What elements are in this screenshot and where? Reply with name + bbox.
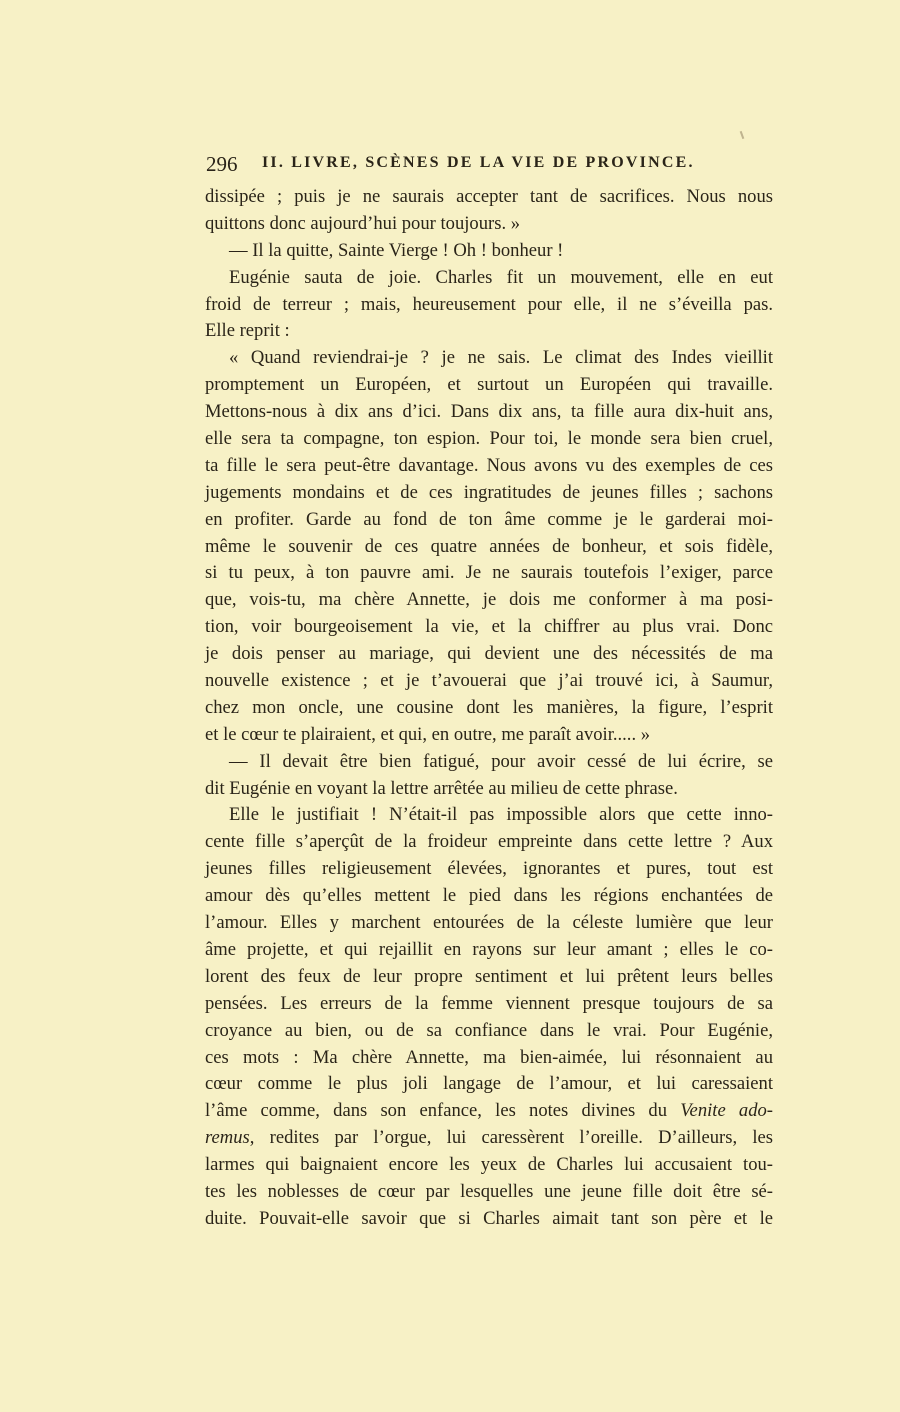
text-line xyxy=(205,1071,773,1098)
line-text: larmes qui baignaient encore les yeux de Charles lui accusaient tou- xyxy=(205,1154,773,1176)
line-text: promptement un Européen, et surtout un Européen qui travaille. xyxy=(205,374,773,396)
line-text: Elle reprit : xyxy=(205,320,290,342)
line-text: cœur comme le plus joli langage de l’amour, et lui caressaient xyxy=(205,1073,773,1095)
text-line xyxy=(205,1179,773,1206)
text-line xyxy=(205,507,773,534)
text-line xyxy=(205,1152,773,1179)
italic-text: remus xyxy=(205,1127,250,1149)
text-line xyxy=(205,749,773,776)
line-text: même le souvenir de ces quatre années de bonheur, et sois fidèle, xyxy=(205,535,773,557)
text-line xyxy=(205,1098,773,1125)
line-text: tes les noblesses de cœur par lesquelles une jeune fille doit être sé- xyxy=(205,1180,773,1202)
text-line xyxy=(205,534,773,561)
text-line xyxy=(205,345,773,372)
text-line xyxy=(205,480,773,507)
line-text: Mettons-nous à dix ans d’ici. Dans dix ans, ta fille aura dix-huit ans, xyxy=(205,401,773,423)
body-text xyxy=(205,184,773,1233)
text-line xyxy=(205,184,773,211)
text-line xyxy=(205,829,773,856)
text-line xyxy=(205,964,773,991)
text-line xyxy=(205,1045,773,1072)
text-line xyxy=(205,292,773,319)
line-text: Elle le justifiait ! N’était-il pas impossible alors que cette inno- xyxy=(229,804,773,826)
text-line xyxy=(205,937,773,964)
text-line xyxy=(205,641,773,668)
text-line xyxy=(205,211,773,238)
text-line xyxy=(205,614,773,641)
text-line xyxy=(205,910,773,937)
text-line xyxy=(205,1125,773,1152)
text-line xyxy=(205,426,773,453)
line-text: en profiter. Garde au fond de ton âme comme je le garderai moi- xyxy=(205,508,773,530)
line-text: pensées. Les erreurs de la femme viennent presque toujours de sa xyxy=(205,992,773,1014)
text-line xyxy=(205,722,773,749)
text-line xyxy=(205,991,773,1018)
line-text: — Il la quitte, Sainte Vierge ! Oh ! bonheur ! xyxy=(229,239,564,261)
line-text: quittons donc aujourd’hui pour toujours. » xyxy=(205,212,521,234)
line-text: chez mon oncle, une cousine dont les manières, la figure, l’esprit xyxy=(205,696,773,718)
italic-text: Venite ado- xyxy=(680,1100,773,1122)
text-line xyxy=(205,453,773,480)
line-text: l’âme comme, dans son enfance, les notes divines du xyxy=(205,1100,681,1122)
text-line xyxy=(205,883,773,910)
text-line xyxy=(205,265,773,292)
text-line xyxy=(205,372,773,399)
text-line xyxy=(205,1018,773,1045)
running-title: II. LIVRE, SCÈNES DE LA VIE DE PROVINCE. xyxy=(262,154,695,171)
text-line xyxy=(205,318,773,345)
running-header xyxy=(206,152,772,178)
line-text: si tu peux, à ton pauvre ami. Je ne saurais toutefois l’exiger, parce xyxy=(205,562,773,584)
line-text: âme projette, et qui rejaillit en rayons sur leur amant ; elles le co- xyxy=(205,938,773,960)
line-text: froid de terreur ; mais, heureusement pour elle, il ne s’éveilla pas. xyxy=(205,293,773,315)
text-line xyxy=(205,1206,773,1233)
text-line xyxy=(205,238,773,265)
line-text: Eugénie sauta de joie. Charles fit un mouvement, elle en eut xyxy=(229,266,773,288)
line-text: l’amour. Elles y marchent entourées de la céleste lumière que leur xyxy=(205,912,773,934)
text-line xyxy=(205,587,773,614)
text-line xyxy=(205,776,773,803)
line-text: — Il devait être bien fatigué, pour avoir cessé de lui écrire, se xyxy=(229,750,773,772)
line-text: tion, voir bourgeoisement la vie, et la chiffrer au plus vrai. Donc xyxy=(205,616,773,638)
line-text: dit Eugénie en voyant la lettre arrêtée au milieu de cette phrase. xyxy=(205,777,678,799)
text-line xyxy=(205,802,773,829)
line-text: croyance au bien, ou de sa confiance dans le vrai. Pour Eugénie, xyxy=(205,1019,773,1041)
line-text: jugements mondains et de ces ingratitudes de jeunes filles ; sachons xyxy=(205,481,773,503)
line-text: cente fille s’aperçût de la froideur empreinte dans cette lettre ? Aux xyxy=(205,831,773,853)
text-line xyxy=(205,695,773,722)
text-line xyxy=(205,668,773,695)
page-number: 296 xyxy=(206,152,238,176)
text-line xyxy=(205,560,773,587)
line-text: jeunes filles religieusement élevées, ignorantes et pures, tout est xyxy=(205,858,773,880)
line-text: elle sera ta compagne, ton espion. Pour toi, le monde sera bien cruel, xyxy=(205,428,773,450)
line-text: duite. Pouvait-elle savoir que si Charles aimait tant son père et le xyxy=(205,1207,773,1229)
line-text: ta fille le sera peut-être davantage. Nous avons vu des exemples de ces xyxy=(205,454,773,476)
line-text: je dois penser au mariage, qui devient une des nécessités de ma xyxy=(205,643,773,665)
text-line xyxy=(205,856,773,883)
line-text: ces mots : Ma chère Annette, ma bien-aimée, lui résonnaient au xyxy=(205,1046,773,1068)
line-text: et le cœur te plairaient, et qui, en outre, me paraît avoir..... » xyxy=(205,723,651,745)
line-text: , redites par l’orgue, lui caressèrent l’oreille. D’ailleurs, les xyxy=(249,1127,773,1149)
line-text: amour dès qu’elles mettent le pied dans les régions enchantées de xyxy=(205,885,773,907)
line-text: que, vois-tu, ma chère Annette, je dois me conformer à ma posi- xyxy=(205,589,773,611)
line-text: nouvelle existence ; et je t’avouerai que j’ai trouvé ici, à Saumur, xyxy=(205,670,773,692)
line-text: dissipée ; puis je ne saurais accepter tant de sacrifices. Nous nous xyxy=(205,186,773,207)
text-line xyxy=(205,399,773,426)
line-text: « Quand reviendrai-je ? je ne sais. Le climat des Indes vieillit xyxy=(229,347,773,369)
scan-speck xyxy=(740,131,745,139)
line-text: lorent des feux de leur propre sentiment et lui prêtent leurs belles xyxy=(205,965,773,987)
